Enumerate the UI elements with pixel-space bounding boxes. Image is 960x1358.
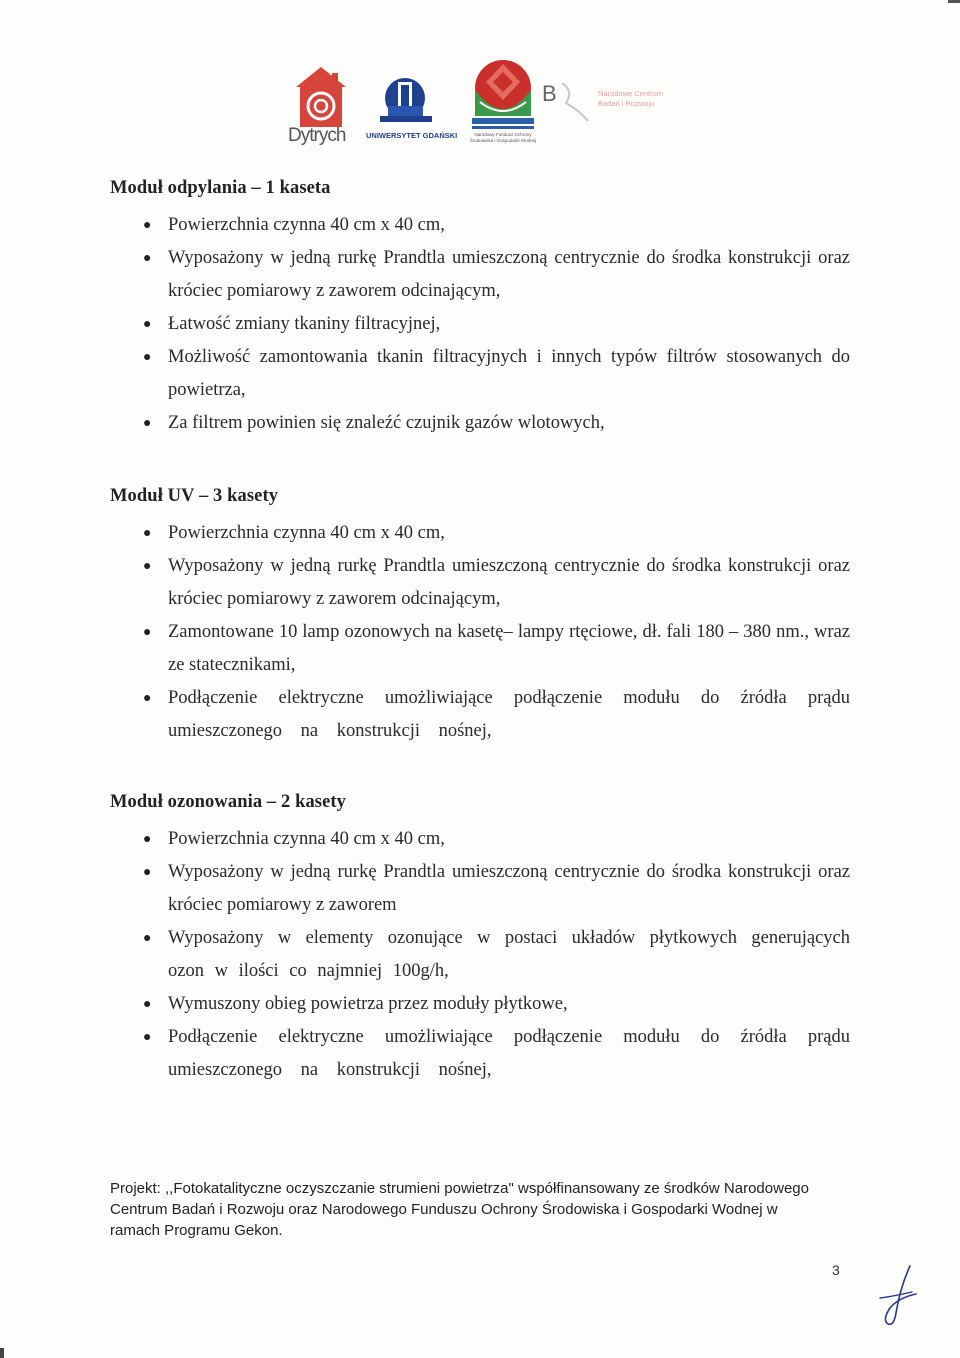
list-item: ● Powierzchnia czynna 40 cm x 40 cm, xyxy=(110,209,850,242)
list-item: ● Możliwość zamontowania tkanin filtracyjnych i innych typów filtrów stosowanych do powietrza, xyxy=(110,341,850,407)
list-item: ● Wymuszony obieg powietrza przez moduły płytkowe, xyxy=(110,988,850,1021)
bullet-icon: ● xyxy=(143,416,152,431)
section-modul-odpylania xyxy=(110,178,850,440)
scan-edge-mark xyxy=(0,1348,4,1358)
scan-edge-mark xyxy=(948,0,960,3)
list-item: ● Łatwość zmiany tkaniny filtracyjnej, xyxy=(110,308,850,341)
footer-project-note: Projekt: ,,Fotokatalityczne oczyszczanie strumieni powietrza" współfinansowany ze środków Narodowego Centrum Badań i Rozwoju oraz Narodowego Funduszu Ochrony Środowiska i Gospodarki Wodnej w ramach Programu Gekon. xyxy=(110,1180,809,1239)
bullet-icon: ● xyxy=(143,251,152,266)
bullet-icon: ● xyxy=(143,350,152,365)
bullet-list xyxy=(110,209,850,440)
section-title: Moduł ozonowania – 2 kasety xyxy=(110,792,347,812)
signature-icon xyxy=(870,1258,930,1333)
section-modul-ozonowania xyxy=(110,792,850,1087)
list-item: ● Powierzchnia czynna 40 cm x 40 cm, xyxy=(110,823,850,856)
ncbr-logo-line2: Badań i Rozwoju xyxy=(598,99,655,108)
dytrych-logo-text: Dytrych xyxy=(288,125,346,146)
header-logos xyxy=(0,58,960,158)
ug-logo-text: UNIWERSYTET GDAŃSKI xyxy=(366,131,458,140)
page-number: 3 xyxy=(832,1262,840,1278)
bullet-icon: ● xyxy=(143,931,152,946)
bullet-icon: ● xyxy=(143,559,152,574)
bullet-icon: ● xyxy=(143,317,152,332)
bullet-icon: ● xyxy=(143,832,152,847)
bullet-icon: ● xyxy=(143,1030,152,1045)
bullet-list xyxy=(110,823,850,1087)
section-modul-uv xyxy=(110,486,850,748)
bullet-icon: ● xyxy=(143,997,152,1012)
ncbr-logo xyxy=(540,73,670,123)
section-title: Moduł odpylania – 1 kaseta xyxy=(110,178,331,198)
ncbr-logo-line1: Narodowe Centrum xyxy=(598,89,664,98)
list-item: ● Wyposażony w jedną rurkę Prandtla umieszczoną centrycznie do środka konstrukcji oraz króciec pomiarowy z zaworem odcinającym, xyxy=(110,550,850,616)
list-item: ● Wyposażony w elementy ozonujące w postaci układów płytkowych generujących ozon w ilości co najmniej 100g/h, xyxy=(110,922,850,988)
list-item: ● Wyposażony w jedną rurkę Prandtla umieszczoną centrycznie do środka konstrukcji oraz króciec pomiarowy z zaworem odcinającym, xyxy=(110,242,850,308)
list-item: ● Podłączenie elektryczne umożliwiające podłączenie modułu do źródła prądu umieszczonego na konstrukcji nośnej, xyxy=(110,1021,850,1087)
list-item: ● Podłączenie elektryczne umożliwiające podłączenie modułu do źródła prądu umieszczonego na konstrukcji nośnej, xyxy=(110,682,850,748)
ug-logo xyxy=(366,76,458,146)
nfosigw-logo-text: Narodowy Fundusz Ochrony Środowiska i Gospodarki Wodnej xyxy=(469,132,537,143)
list-item: ● Wyposażony w jedną rurkę Prandtla umieszczoną centrycznie do środka konstrukcji oraz króciec pomiarowy z zaworem xyxy=(110,856,850,922)
bullet-icon: ● xyxy=(143,526,152,541)
bullet-icon: ● xyxy=(143,865,152,880)
bullet-icon: ● xyxy=(143,625,152,640)
bullet-icon: ● xyxy=(143,691,152,706)
bullet-icon: ● xyxy=(143,218,152,233)
svg-text:B: B xyxy=(542,81,557,106)
nfosigw-logo xyxy=(458,58,548,153)
section-title: Moduł UV – 3 kasety xyxy=(110,486,279,506)
bullet-list xyxy=(110,517,850,748)
list-item: ● Za filtrem powinien się znaleźć czujnik gazów wlotowych, xyxy=(110,407,850,440)
dytrych-logo xyxy=(288,63,368,153)
list-item: ● Powierzchnia czynna 40 cm x 40 cm, xyxy=(110,517,850,550)
list-item: ● Zamontowane 10 lamp ozonowych na kasetę– lampy rtęciowe, dł. fali 180 – 380 nm., wraz ze statecznikami, xyxy=(110,616,850,682)
